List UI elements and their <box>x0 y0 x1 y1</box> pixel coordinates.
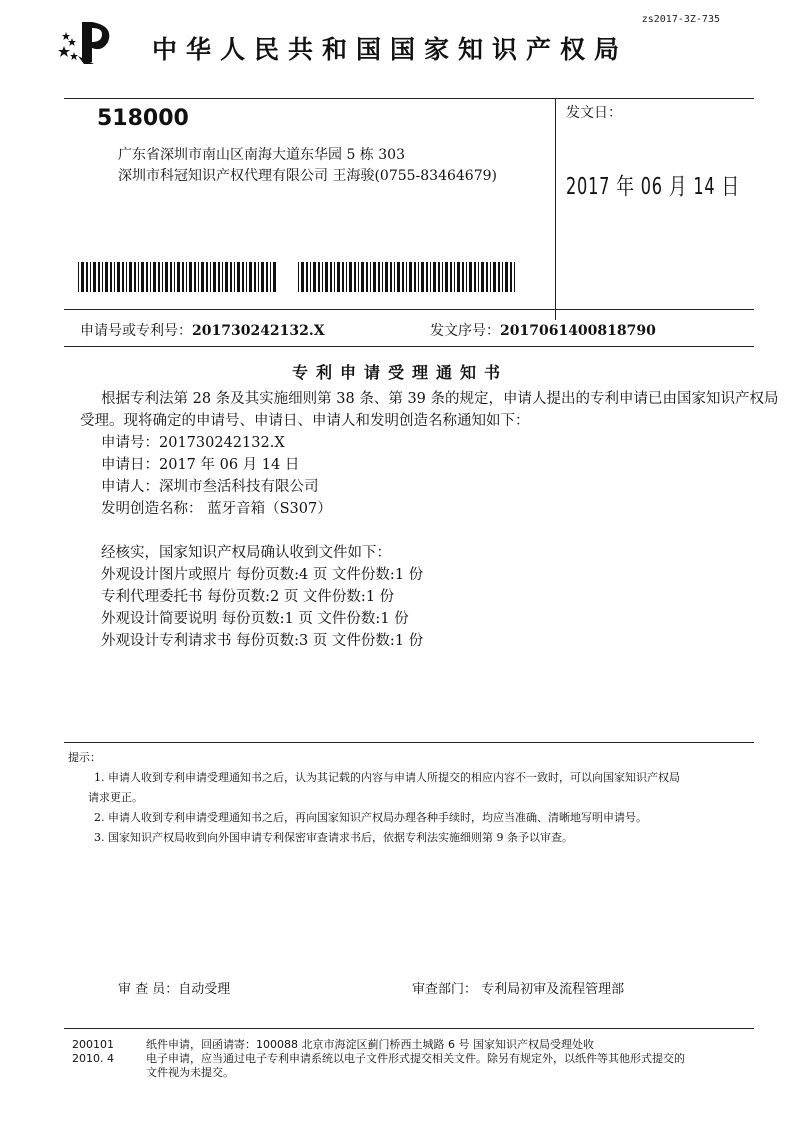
field-invention-title: 发明创造名称： 蓝牙音箱（S307） <box>101 501 332 517</box>
field-application-number: 申请号：201730242132.X <box>101 435 285 451</box>
intro-line-1: 根据专利法第 28 条及其实施细则第 38 条、第 39 条的规定，申请人提出的专利申请已由国家知识产权局 <box>101 391 779 407</box>
serial-number-label: 发文序号： <box>430 323 500 339</box>
serial-number: 2017061400818790 <box>500 323 656 339</box>
received-intro: 经核实，国家知识产权局确认收到文件如下： <box>101 545 391 561</box>
tip-3: 3. 国家知识产权局收到向外国申请专利保密审查请求书后，依据专利法实施细则第 9 条予以审查。 <box>94 831 573 844</box>
dispatch-date: 2017 年 06 月 14 日 <box>566 174 741 200</box>
field-filing-date: 申请日：2017 年 06 月 14 日 <box>101 457 300 473</box>
electronic-instruction-continued: 文件视为未提交。 <box>146 1066 234 1079</box>
form-version: 2010. 4 <box>72 1052 114 1065</box>
notice-title: 专利申请受理通知书 <box>291 363 508 382</box>
examining-department: 审查部门： 专利局初审及流程管理部 <box>412 982 625 997</box>
agency-title: 中华人民共和国国家知识产权局 <box>152 35 629 64</box>
field-applicant: 申请人：深圳市叁活科技有限公司 <box>101 479 319 495</box>
recipient-agent: 深圳市科冠知识产权代理有限公司 王海骏(0755-83464679) <box>118 168 497 184</box>
tip-1-continued: 请求更正。 <box>88 791 143 804</box>
postal-code: 518000 <box>97 106 189 131</box>
electronic-instruction: 电子申请，应当通过电子专利申请系统以电子文件形式提交相关文件。除另有规定外，以纸件等其他形式提交的 <box>146 1052 685 1065</box>
intro-line-2: 受理。现将确定的申请号、申请日、申请人和发明创造名称通知如下： <box>80 413 530 429</box>
mailing-instruction: 纸件申请，回函请寄：100088 北京市海淀区蓟门桥西土城路 6 号 国家知识产权局受理处收 <box>146 1038 594 1051</box>
serial-number-line <box>430 320 656 340</box>
application-number: 201730242132.X <box>192 323 325 339</box>
notice-body <box>80 388 779 652</box>
recipient-address: 广东省深圳市南山区南海大道东华园 5 栋 303 <box>118 147 405 163</box>
footer <box>72 1038 746 1080</box>
form-code: 200101 <box>72 1038 114 1051</box>
id-divider <box>64 346 754 347</box>
tip-1: 1. 申请人收到专利申请受理通知书之后，认为其记载的内容与申请人所提交的相应内容不一致时，可以向国家知识产权局 <box>94 771 680 784</box>
tips-heading: 提示： <box>68 751 101 764</box>
tips-section <box>68 748 758 848</box>
barcode-left <box>78 262 278 292</box>
received-item: 专利代理委托书 每份页数:2 页 文件份数:1 份 <box>101 589 395 605</box>
application-number-label: 申请号或专利号： <box>80 323 192 339</box>
received-item: 外观设计专利请求书 每份页数:3 页 文件份数:1 份 <box>101 633 424 649</box>
column-divider <box>555 98 556 320</box>
barcode-right <box>298 262 516 292</box>
header-divider <box>64 98 754 99</box>
received-item: 外观设计简要说明 每份页数:1 页 文件份数:1 份 <box>101 611 409 627</box>
document-code: zs2017-3Z-735 <box>641 14 720 25</box>
tip-2: 2. 申请人收到专利申请受理通知书之后，再向国家知识产权局办理各种手续时，均应当准确、清晰地写明申请号。 <box>94 811 647 824</box>
application-number-line <box>80 320 325 340</box>
footer-divider <box>64 1028 754 1029</box>
barcode-divider <box>64 309 754 310</box>
examiner: 审 查 员：自动受理 <box>118 982 231 997</box>
tips-divider <box>64 742 754 743</box>
cnipa-emblem-icon <box>58 18 120 64</box>
received-item: 外观设计图片或照片 每份页数:4 页 文件份数:1 份 <box>101 567 424 583</box>
dispatch-date-label: 发文日： <box>566 105 622 121</box>
